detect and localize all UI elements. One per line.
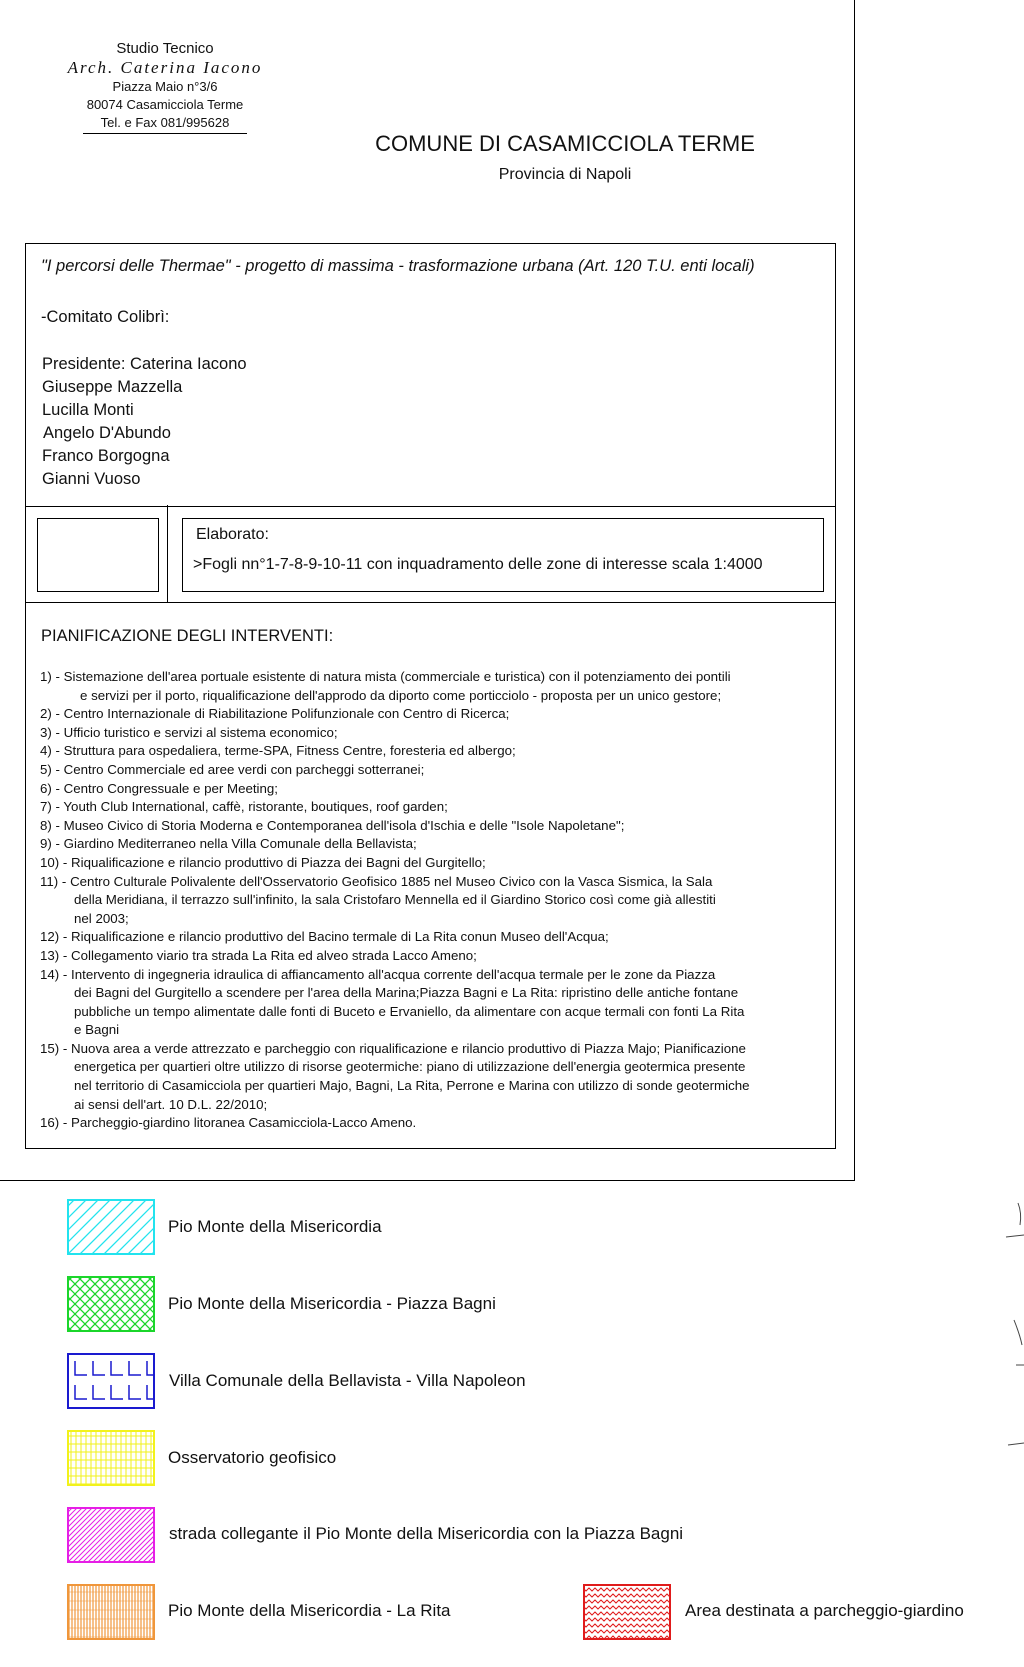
intervento-item [40,1040,840,1059]
section-divider [167,505,168,602]
committee-member: Angelo D'Abundo [43,424,171,442]
intervento-text: dei Bagni del Gurgitello a scendere per l'area della Marina;Piazza Bagni e La Rita: ripristino delle antiche fontane [74,985,739,1001]
intervento-item [40,873,840,892]
intervento-item [40,854,840,873]
intervento-item [40,1114,840,1133]
intervento-continuation [40,1003,840,1022]
intervento-number: 6) - [40,780,64,796]
legend-swatch [67,1276,155,1332]
intervento-text: Riqualificazione e rilancio produttivo del Bacino termale di La Rita conun Museo dell'Acqua; [71,929,609,945]
intervento-number: 9) - [40,836,64,852]
intervento-text: Centro Commerciale ed aree verdi con parcheggi sotterranei; [63,761,425,777]
intervento-text: e Bagni [74,1022,120,1038]
intervento-continuation [40,910,840,929]
committee-members [42,353,247,491]
committee-member: Franco Borgogna [42,447,170,465]
map-edge-fragments [1000,1195,1024,1455]
intervento-item [40,780,840,799]
legend-swatch [67,1430,155,1486]
intervento-number: 4) - [40,743,64,759]
legend-swatch-7 [583,1584,671,1640]
intervento-item [40,742,840,761]
legend-swatch [583,1584,671,1640]
legend-label: Area destinata a parcheggio-giardino [685,1601,964,1620]
studio-phone: Tel. e Fax 081/995628 [83,114,248,134]
committee-member: Presidente: Caterina Iacono [42,355,247,373]
intervento-continuation [40,1058,840,1077]
legend-swatch-5 [67,1507,155,1563]
intervento-item [40,835,840,854]
intervento-text: Struttura para ospedaliera, terme-SPA, Fitness Centre, foresteria ed albergo; [63,743,516,759]
studio-stamp [40,40,290,134]
intervento-text: Centro Internazionale di Riabilitazione Polifunzionale con Centro di Ricerca; [63,706,510,722]
intervento-text: nel territorio di Casamicciola per quartieri Majo, Bagni, La Rita, Perrone e Marina con utilizzo di sonde geotermiche [74,1078,750,1094]
intervento-number: 13) - [40,947,72,963]
intervento-number: 12) - [40,929,72,945]
intervento-item [40,947,840,966]
committee-label: -Comitato Colibrì: [41,308,170,326]
architect-name: Arch. Caterina Iacono [67,58,263,77]
intervento-continuation [40,1021,840,1040]
intervento-continuation [40,1096,840,1115]
legend-label: Pio Monte della Misericordia [168,1217,382,1236]
intervento-number: 7) - [40,799,64,815]
intervento-number: 5) - [40,761,64,777]
intervento-text: Youth Club International, caffè, ristorante, boutiques, roof garden; [63,799,448,815]
studio-address-line1: Piazza Maio n°3/6 [112,79,218,94]
committee-member: Gianni Vuoso [42,470,141,488]
legend-swatch [67,1584,155,1640]
studio-address-line2: 80074 Casamicciola Terme [86,97,244,112]
elaborato-text: >Fogli nn°1-7-8-9-10-11 con inquadramento delle zone di interesse scala 1:4000 [193,556,763,573]
elaborato-box [182,518,824,592]
intervento-item [40,798,840,817]
legend-label: Pio Monte della Misericordia - La Rita [168,1601,451,1620]
intervento-number: 15) - [40,1040,72,1056]
intervento-text: Collegamento viario tra strada La Rita ed alveo strada Lacco Ameno; [71,947,477,963]
legend-swatch-1 [67,1199,155,1255]
intervento-text: pubbliche un tempo alimentate dalle fonti di Buceto e Ervaniello, da alimentare con acque termali con fonti La Rita [74,1003,745,1019]
intervento-number: 14) - [40,966,72,982]
intervento-text: e servizi per il porto, riqualificazione dell'approdo da diporto come porticciolo - proposta per un unico gestore; [80,687,722,703]
provincia-subtitle: Provincia di Napoli [498,166,632,183]
intervento-text: ai sensi dell'art. 10 D.L. 22/2010; [74,1096,268,1112]
intervento-text: Giardino Mediterraneo nella Villa Comunale della Bellavista; [63,836,417,852]
intervento-text: Intervento di ingegneria idraulica di affiancamento all'acqua corrente dell'acqua termale per le zone da Piazza [71,966,716,982]
intervento-item [40,668,840,687]
legend-swatch-6 [67,1584,155,1640]
legend-swatch [67,1353,155,1409]
intervento-continuation [40,984,840,1003]
intervento-text: nel 2003; [74,910,129,926]
legend-label: Villa Comunale della Bellavista - Villa Napoleon [169,1371,526,1390]
intervento-text: Museo Civico di Storia Moderna e Contemporanea dell'isola d'Ischia e delle "Isole Napoletane"; [63,817,625,833]
intervento-text: energetica per quartieri oltre utilizzo di risorse geotermiche: piano di utilizzazione dell'energia geotermica presente [74,1059,746,1075]
legend-swatch-2 [67,1276,155,1332]
intervento-item [40,817,840,836]
legend-swatch [67,1507,155,1563]
intervento-text: Centro Congressuale e per Meeting; [63,780,278,796]
intervento-number: 3) - [40,724,64,740]
intervento-item [40,928,840,947]
intervento-text: Sistemazione dell'area portuale esistente di natura mista (commerciale e turistica) con il potenziamento dei pontili [63,669,731,684]
intervento-text: Ufficio turistico e servizi al sistema economico; [63,724,338,740]
pianificazione-title: PIANIFICAZIONE DEGLI INTERVENTI: [41,627,334,645]
interventi-list [40,668,840,1133]
intervento-number: 10) - [40,854,72,870]
intervento-number: 1) - [40,669,64,684]
intervento-continuation [40,687,840,706]
intervento-continuation [40,1077,840,1096]
intervento-number: 16) - [40,1115,72,1131]
legend-swatch-3 [67,1353,155,1409]
elaborato-label: Elaborato: [196,526,269,543]
intervento-number: 11) - [40,873,71,889]
legend-swatch [67,1199,155,1255]
legend-swatch-4 [67,1430,155,1486]
blank-frame [37,518,159,592]
legend-label: strada collegante il Pio Monte della Misericordia con la Piazza Bagni [169,1524,684,1543]
intervento-text: Parcheggio-giardino litoranea Casamicciola-Lacco Ameno. [71,1115,417,1131]
studio-title: Studio Tecnico [116,40,214,57]
intervento-number: 8) - [40,817,64,833]
intervento-text: Centro Culturale Polivalente dell'Osservatorio Geofisico 1885 nel Museo Civico con la Vasca Sismica, la Sala [70,873,713,889]
intervento-continuation [40,891,840,910]
intervento-text: della Meridiana, il terrazzo sull'infinito, la sala Cristofaro Mennella ed il Giardino Storico così come già allestiti [74,892,716,908]
committee-member: Lucilla Monti [42,401,134,419]
intervento-text: Riqualificazione e rilancio produttivo di Piazza dei Bagni del Gurgitello; [71,854,486,870]
intervento-item [40,724,840,743]
intervento-number: 2) - [40,706,64,722]
committee-member: Giuseppe Mazzella [42,378,183,396]
intervento-item [40,705,840,724]
intervento-item [40,966,840,985]
comune-title: COMUNE DI CASAMICCIOLA TERME [375,131,755,156]
intervento-text: Nuova area a verde attrezzato e parcheggio con riqualificazione e rilancio produttivo di Piazza Majo; Pianificazione [71,1040,746,1056]
legend-label: Osservatorio geofisico [168,1448,337,1467]
legend-label: Pio Monte della Misericordia - Piazza Bagni [168,1294,496,1313]
project-title: "I percorsi delle Thermae" - progetto di massima - trasformazione urbana (Art. 120 T.U. enti locali) [41,257,755,275]
intervento-item [40,761,840,780]
